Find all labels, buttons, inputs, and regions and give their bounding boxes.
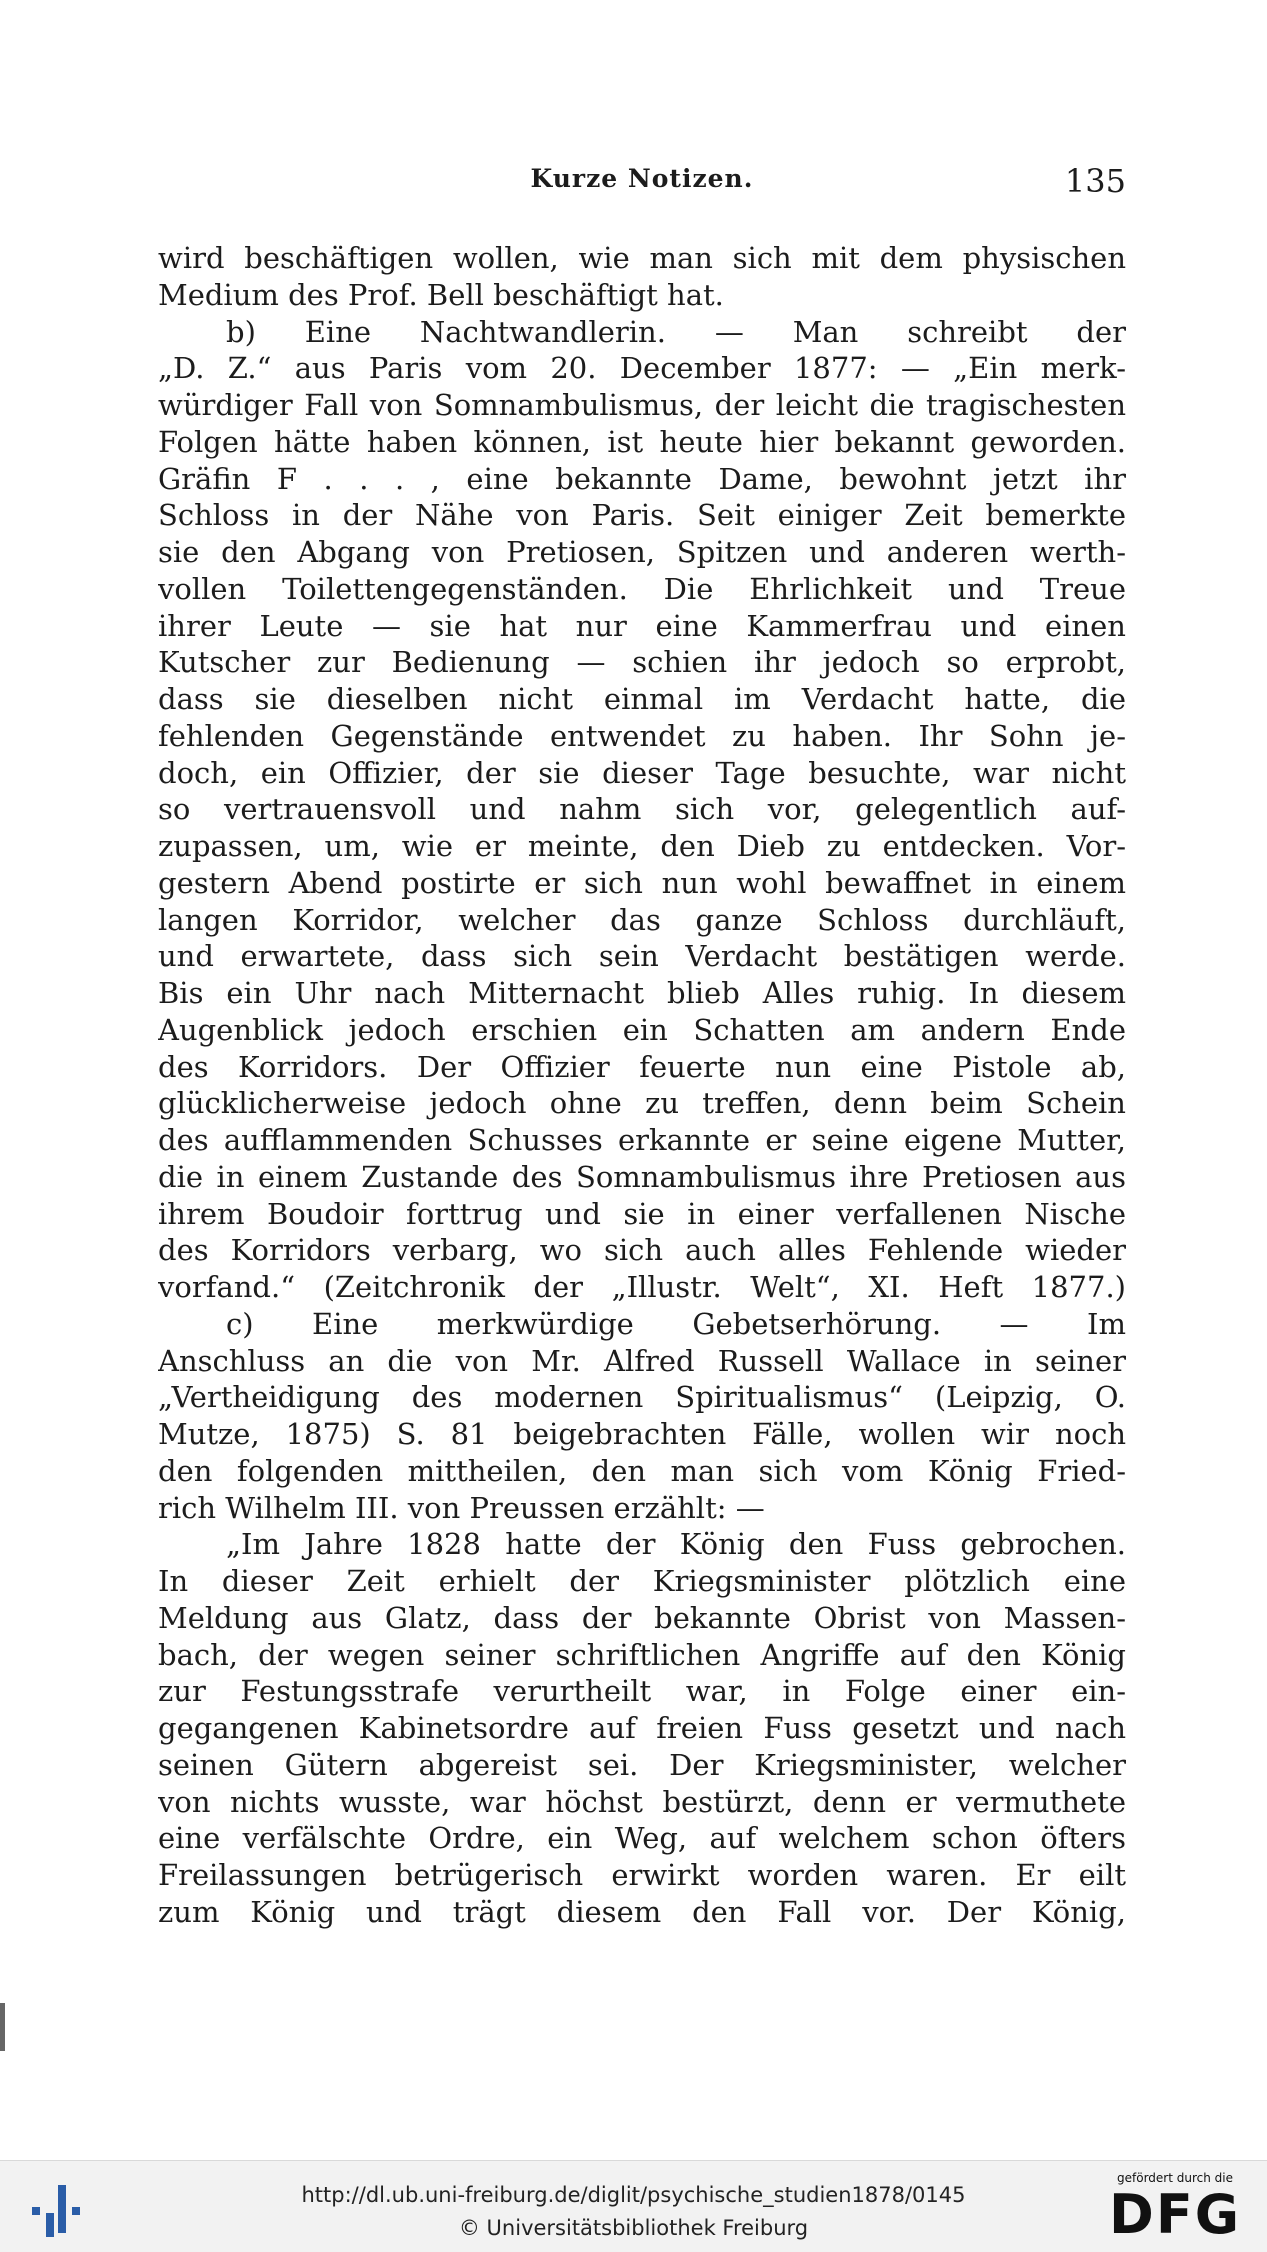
text-line: Mutze, 1875) S. 81 beigebrachten Fälle, wollen wir noch [158, 1417, 1126, 1451]
text-line: Gräfin F . . . , eine bekannte Dame, bewohnt jetzt ihr [158, 461, 1126, 496]
page-number: 135 [1064, 162, 1126, 200]
text-line: des Korridors verbarg, wo sich auch alles Fehlende wieder [158, 1233, 1126, 1268]
text-line: seinen Gütern abgereist sei. Der Kriegsminister, welcher [158, 1747, 1126, 1782]
text-line: Schloss in der Nähe von Paris. Seit einiger Zeit bemerkte [158, 498, 1126, 533]
text-line: Freilassungen betrügerisch erwirkt worden waren. Er eilt [158, 1858, 1126, 1892]
logo-block-left [32, 2207, 40, 2215]
body-text [158, 240, 1126, 1931]
text-line: ihrem Boudoir forttrug und sie in einer verfallenen Nische [158, 1196, 1126, 1231]
text-line: Anschluss an die von Mr. Alfred Russell Wallace in seiner [158, 1343, 1126, 1378]
text-line: zupassen, um, wie er meinte, den Dieb zu entdecken. Vor- [158, 829, 1126, 863]
text-line: die in einem Zustande des Somnambulismus ihre Pretiosen aus [158, 1159, 1126, 1194]
text-line: von nichts wusste, war höchst bestürzt, denn er vermuthete [158, 1784, 1126, 1819]
text-line: dass sie dieselben nicht einmal im Verdacht hatte, die [158, 682, 1126, 716]
text-line: würdiger Fall von Somnambulismus, der leicht die tragischesten [158, 388, 1126, 422]
text-line: des Korridors. Der Offizier feuerte nun eine Pistole ab, [158, 1049, 1126, 1084]
text-line: c) Eine merkwürdige Gebetserhörung. — Im [226, 1306, 1126, 1341]
text-line: In dieser Zeit erhielt der Kriegsminister plötzlich eine [158, 1564, 1126, 1598]
text-line: zum König und trägt diesem den Fall vor. Der König, [158, 1894, 1126, 1929]
footer-url-link[interactable]: http://dl.ub.uni-freiburg.de/diglit/psychische_studien1878/0145 [301, 2183, 966, 2207]
text-line: vorfand.“ (Zeitchronik der „Illustr. Welt“, XI. Heft 1877.) [158, 1270, 1126, 1304]
text-line: so vertrauensvoll und nahm sich vor, gelegentlich auf- [158, 792, 1126, 827]
text-line: Bis ein Uhr nach Mitternacht blieb Alles ruhig. In diesem [158, 976, 1126, 1010]
text-line: Meldung aus Glatz, dass der bekannte Obrist von Massen- [158, 1600, 1126, 1635]
text-line: b) Eine Nachtwandlerin. — Man schreibt der [226, 314, 1126, 349]
text-line: glücklicherweise jedoch ohne zu treffen, denn beim Schein [158, 1086, 1126, 1121]
logo-block-right [72, 2207, 80, 2215]
dfg-caption: gefördert durch die [1117, 2171, 1233, 2185]
text-line: wird beschäftigen wollen, wie man sich mit dem physischen [158, 241, 1126, 275]
footer-bar [0, 2161, 1267, 2252]
running-head [158, 164, 1126, 204]
text-line: rich Wilhelm III. von Preussen erzählt: — [158, 1490, 765, 1525]
text-line: ihrer Leute — sie hat nur eine Kammerfrau und einen [158, 608, 1126, 643]
text-line: Kutscher zur Bedienung — schien ihr jedoch so erprobt, [158, 645, 1126, 680]
dfg-mark: DFG [1109, 2183, 1242, 2246]
text-line: „Vertheidigung des modernen Spiritualismus“ (Leipzig, O. [158, 1380, 1126, 1415]
text-line: fehlenden Gegenstände entwendet zu haben. Ihr Sohn je- [158, 718, 1126, 753]
text-line: vollen Toilettengegenständen. Die Ehrlichkeit und Treue [158, 571, 1126, 606]
footer-copyright: © Universitätsbibliothek Freiburg [458, 2216, 809, 2240]
text-line: gestern Abend postirte er sich nun wohl bewaffnet in einem [158, 865, 1126, 900]
text-line: „D. Z.“ aus Paris vom 20. December 1877: — „Ein merk- [158, 351, 1126, 386]
text-line: Folgen hätte haben können, ist heute hier bekannt geworden. [158, 424, 1126, 459]
text-line: den folgenden mittheilen, den man sich vom König Fried- [158, 1453, 1126, 1488]
text-line: und erwartete, dass sich sein Verdacht bestätigen werde. [158, 939, 1126, 974]
text-line: eine verfälschte Ordre, ein Weg, auf welchem schon öfters [158, 1821, 1126, 1856]
text-line: bach, der wegen seiner schriftlichen Angriffe auf den König [158, 1637, 1126, 1672]
text-line: zur Festungsstrafe verurtheilt war, in Folge einer ein- [158, 1674, 1126, 1709]
dfg-logo-icon [1109, 2171, 1241, 2245]
text-line: doch, ein Offizier, der sie dieser Tage besuchte, war nicht [158, 755, 1126, 790]
text-line: langen Korridor, welcher das ganze Schloss durchläuft, [158, 902, 1126, 937]
running-title: Kurze Notizen. [530, 164, 754, 193]
text-line: Augenblick jedoch erschien ein Schatten am andern Ende [158, 1012, 1126, 1047]
text-line: Medium des Prof. Bell beschäftigt hat. [158, 277, 724, 312]
text-line: sie den Abgang von Pretiosen, Spitzen und anderen werth- [158, 535, 1126, 569]
margin-mark [0, 2003, 5, 2051]
text-line: des aufflammenden Schusses erkannte er seine eigene Mutter, [158, 1123, 1126, 1157]
text-line: „Im Jahre 1828 hatte der König den Fuss gebrochen. [226, 1527, 1126, 1562]
text-line: gegangenen Kabinetsordre auf freien Fuss gesetzt und nach [158, 1711, 1126, 1745]
